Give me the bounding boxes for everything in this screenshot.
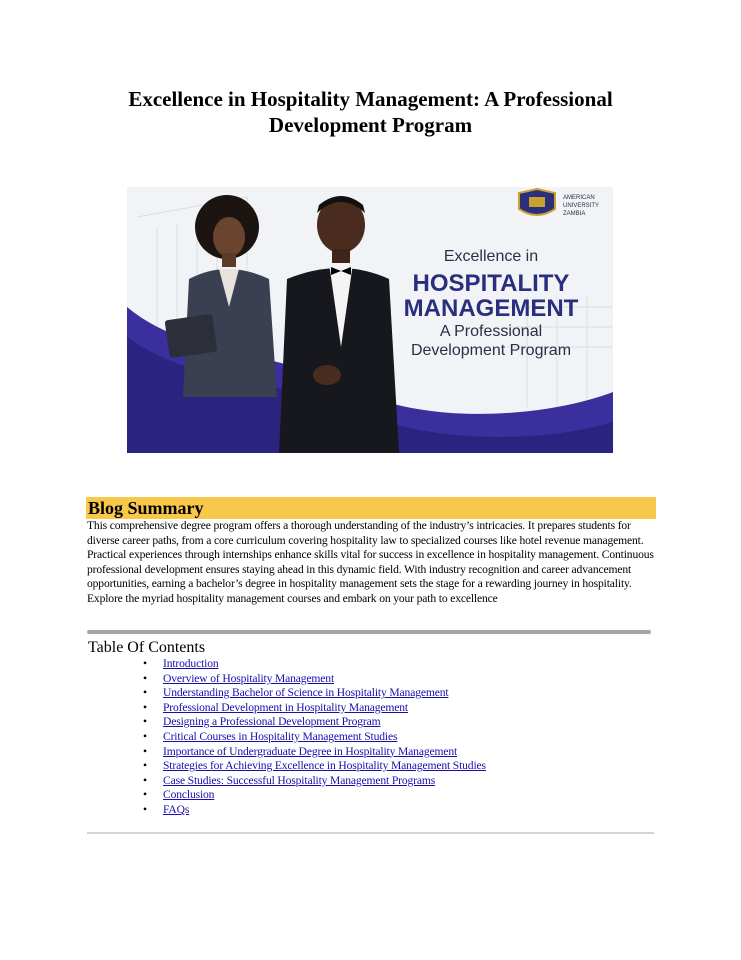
blog-summary-heading: Blog Summary [88,498,204,518]
toc-link-overview[interactable]: Overview of Hospitality Management [163,671,335,685]
page-title: Excellence in Hospitality Management: A Professional Development Program [128,87,613,137]
hero-line-2: HOSPITALITY [412,270,570,297]
toc-link-conclusion[interactable]: Conclusion [163,788,215,802]
bottom-divider [87,832,654,834]
toc-link-case-studies[interactable]: Case Studies: Successful Hospitality Management Programs [163,773,436,787]
bullet-icon: • [143,744,147,758]
logo-text-line2: UNIVERSITY [563,203,600,209]
bullet-icon: • [143,759,147,773]
toc-link-critical-courses[interactable]: Critical Courses in Hospitality Management Studies [163,729,398,743]
bullet-icon: • [143,700,147,714]
hero-banner-image [127,187,613,453]
hero-line-1: Excellence in [443,248,539,265]
hero-line-3: MANAGEMENT [403,295,579,322]
bullet-icon: • [143,715,147,729]
toc-item [143,730,486,745]
bullet-icon: • [143,657,147,670]
section-divider [87,630,651,634]
blog-summary-header [86,497,656,519]
toc-item [143,672,486,687]
logo-text-line1: AMERICAN [563,195,595,201]
bullet-icon: • [143,773,147,787]
hero-line-5: Development Program [410,342,572,359]
toc-link-introduction[interactable]: Introduction [163,657,219,670]
logo-text-line3: ZAMBIA [563,211,586,217]
toc-link-strategies[interactable]: Strategies for Achieving Excellence in Hospitality Management Studies [163,759,486,773]
toc-link-professional-development[interactable]: Professional Development in Hospitality Management [163,700,408,714]
toc-list [143,657,486,818]
toc-item [143,803,486,818]
toc-item [143,701,486,716]
toc-link-faqs[interactable]: FAQs [163,802,190,816]
toc-item [143,686,486,701]
bullet-icon: • [143,802,147,816]
toc-item [143,715,486,730]
toc-title: Table Of Contents [88,639,206,656]
toc-item [143,759,486,774]
bullet-icon: • [143,729,147,743]
blog-summary-text: This comprehensive degree program offers a thorough understanding of the industry’s intricacies. It prepares students for diverse career paths, from a core curriculum covering hospitality law to specialized courses like hotel revenue management. Practical experiences through internships enhance skills vital for success in excellence in hospitality management. Continuous professional development ensures staying ahead in this dynamic field. With industry recognition and career advancement opportunities, earning a bachelor’s degree in hospitality management sets the stage for a rewarding journey in hospitality. Explore the myriad hospitality management courses and embark on your path to excellence [87,519,654,605]
bullet-icon: • [143,788,147,802]
toc-item [143,774,486,789]
toc-link-designing-program[interactable]: Designing a Professional Development Program [163,715,381,729]
bullet-icon: • [143,686,147,700]
toc-link-importance-degree[interactable]: Importance of Undergraduate Degree in Hospitality Management [163,744,458,758]
toc-link-understanding-bachelor[interactable]: Understanding Bachelor of Science in Hospitality Management [163,686,449,700]
toc-item [143,745,486,760]
toc-item [143,788,486,803]
hero-line-4: A Professional [439,323,543,340]
bullet-icon: • [143,671,147,685]
toc-item [143,657,486,672]
